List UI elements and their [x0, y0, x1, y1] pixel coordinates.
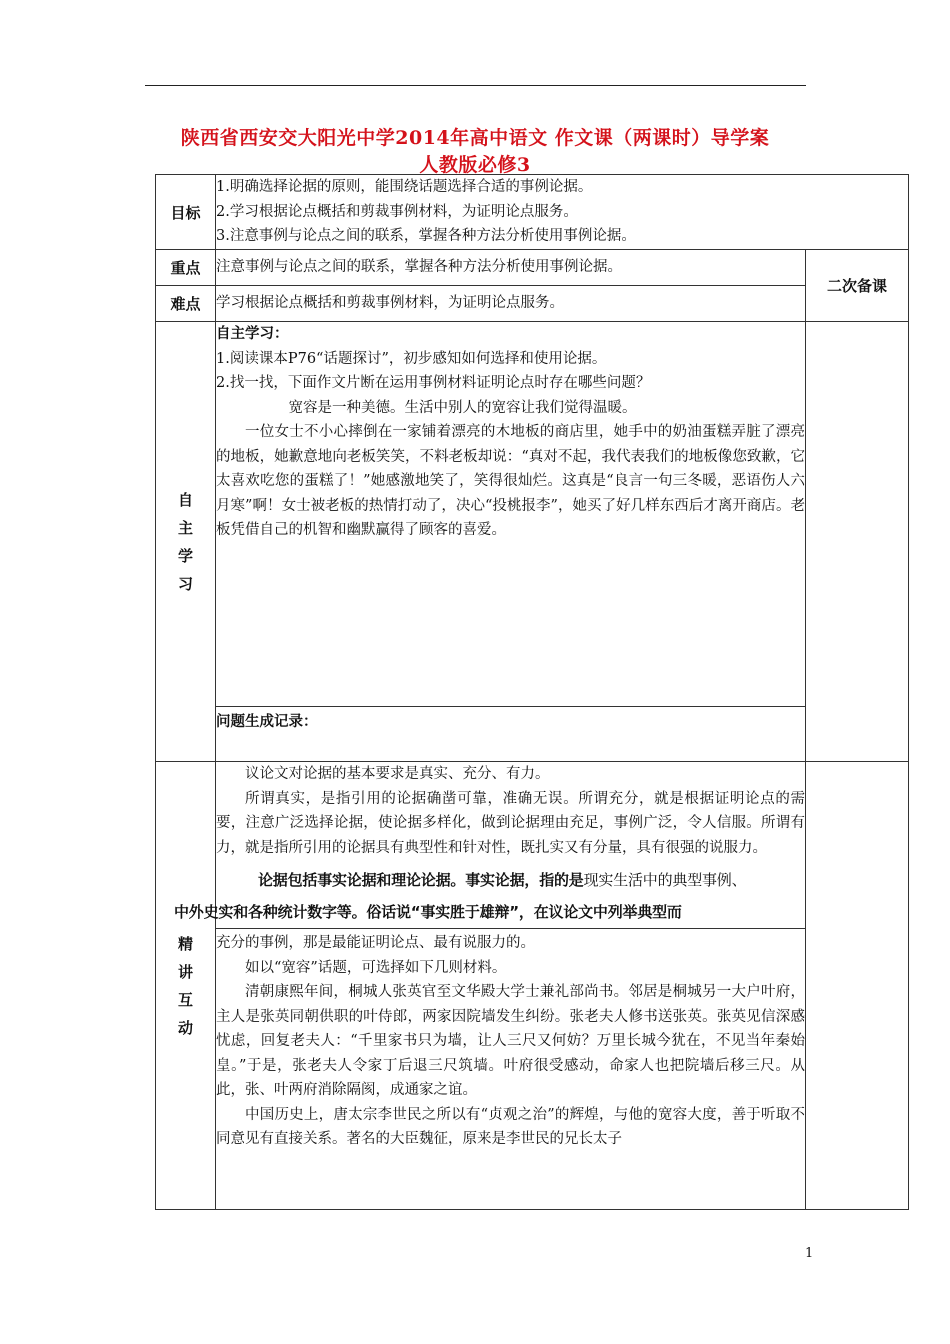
lesson-plan-table [155, 174, 909, 1210]
self-study-content [216, 322, 806, 707]
side-note-blank [806, 322, 909, 762]
document-subtitle: 人教版必修3 [419, 154, 531, 176]
objectives-label: 目标 [156, 175, 216, 250]
lecture-paragraph: 议论文对论据的基本要求是真实、充分、有力。 [245, 766, 550, 782]
essay-passage: 一位女士不小心摔倒在一家铺着漂亮的木地板的商店里，她手中的奶油蛋糕弄脏了漂亮的地板，她歉意地向老板笑笑，不料老板却说：“真对不起，我代表我们的地板像您致歉，它太喜欢吃您的蛋糕了！”她感激地笑了，笑得很灿烂。这真是“良言一句三冬暖，恶语伤人六月寒”啊！女士被老板的热情打动了，决心“投桃报李”，她买了好几样东西后才离开商店。老板凭借自己的机智和幽默赢得了顾客的喜爱。 [216, 424, 805, 538]
lecture-paragraph: 充分的事例，那是最能证明论点、最有说服力的。 [216, 935, 535, 951]
objectives-content [216, 175, 909, 250]
self-study-label: 自 主 学 习 [156, 322, 216, 762]
lecture-label: 精 讲 互 动 [156, 762, 216, 1210]
difficulty-row [156, 286, 909, 322]
header-rule [145, 85, 806, 86]
lecture-paragraph: 中国历史上，唐太宗李世民之所以有“贞观之治”的辉煌，与他的宽容大度，善于听取不同意见有直接关系。著名的大臣魏征，原来是李世民的兄长太子 [216, 1106, 805, 1147]
lecture-paragraph: 所谓真实，是指引用的论据确凿可靠，准确无误。所谓充分，就是根据证明论点的需要，注意广泛选择论据，使论据多样化，做到论据理由充足，事例广泛，令人信服。所谓有力，就是指所引用的论据具有典型性和针对性，既扎实又有分量，具有很强的说服力。 [216, 790, 805, 856]
question-record [216, 707, 806, 762]
objectives-row [156, 175, 909, 250]
difficulty-text: 学习根据论点概括和剪裁事例材料，为证明论点服务。 [216, 286, 806, 322]
side-note-label: 二次备课 [806, 250, 909, 322]
essay-thesis: 宽容是一种美德。生活中别人的宽容让我们觉得温暖。 [288, 399, 637, 416]
lecture-row [156, 762, 909, 1210]
self-study-step: 2.找一找，下面作文片断在运用事例材料证明论点时存在哪些问题？ [216, 375, 651, 391]
lecture-side-blank [806, 762, 909, 1210]
question-record-label: 问题生成记录： [216, 714, 318, 730]
lecture-paragraph: 如以“宽容”话题，可选择如下几则材料。 [245, 959, 507, 976]
question-record-row [156, 707, 909, 762]
key-points-text: 注意事例与论点之间的联系，掌握各种方法分析使用事例论据。 [216, 250, 806, 286]
document-title: 陕西省西安交大阳光中学2014年高中语文 作文课（两课时）导学案 [180, 127, 770, 149]
self-study-step: 1.阅读课本P76“话题探讨”，初步感知如何选择和使用论据。 [216, 350, 607, 367]
lecture-paragraph: 清朝康熙年间，桐城人张英官至文华殿大学士兼礼部尚书。邻居是桐城另一大户叶府，主人是张英同朝供职的叶侍郎，两家因院墙发生纠纷。张老夫人修书送张英。张英见信深感忧虑，回复老夫人：“千里家书只为墙，让人三尺又何妨？万里长城今犹在，不见当年秦始皇。”于是，张老夫人令家丁后退三尺筑墙。叶府很受感动，命家人也把院墙后移三尺。从此，张、叶两府消除隔阂，成通家之谊。 [216, 984, 805, 1098]
key-points-row [156, 250, 909, 286]
self-study-row [156, 322, 909, 707]
self-study-heading: 自主学习： [216, 326, 289, 342]
objective-item: 1.明确选择论据的原则，能围绕话题选择合适的事例论据。 [216, 179, 593, 195]
evidence-definition-clipping: 论据包括事实论据和理论论据。事实论据，指的是现实生活中的典型事例、 中外史实和各种统计数字等。俗话说“事实胜于雄辩”，在议论文中列举典型而 [216, 864, 805, 929]
objective-item: 2.学习根据论点概括和剪裁事例材料，为证明论点服务。 [216, 203, 578, 220]
page-number: 1 [805, 1246, 814, 1261]
difficulty-label: 难点 [156, 286, 216, 322]
objective-item: 3.注意事例与论点之间的联系，掌握各种方法分析使用事例论据。 [216, 228, 636, 244]
key-points-label: 重点 [156, 250, 216, 286]
